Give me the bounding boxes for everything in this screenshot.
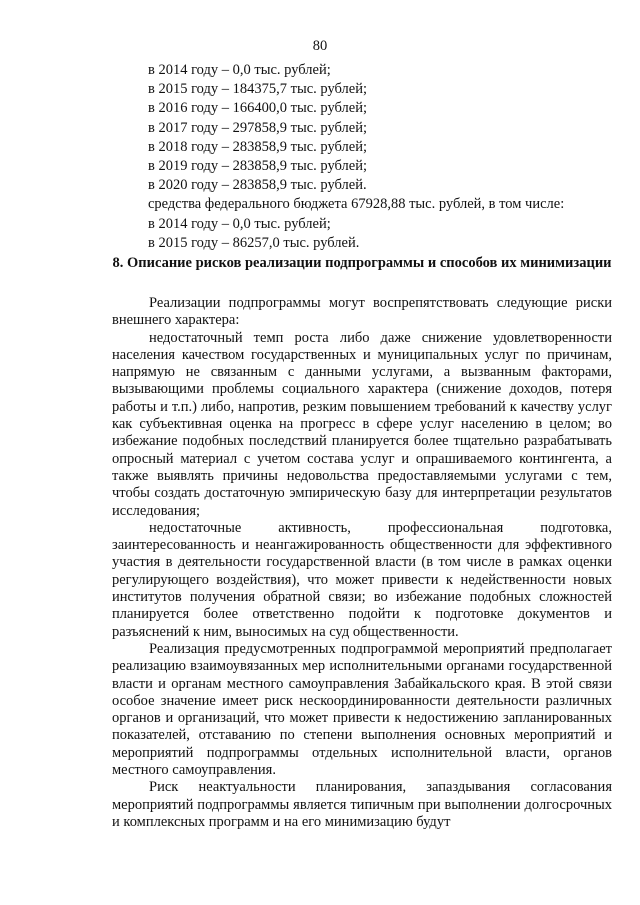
budget-line: в 2015 году – 184375,7 тыс. рублей; (148, 81, 368, 98)
budget-line: в 2020 году – 283858,9 тыс. рублей. (148, 177, 367, 194)
budget-line: в 2018 году – 283858,9 тыс. рублей; (148, 138, 368, 155)
budget-line: в 2015 году – 86257,0 тыс. рублей. (148, 234, 360, 251)
budget-line: средства федерального бюджета 67928,88 тыс. рублей, в том числе: (148, 196, 565, 213)
budget-line: в 2017 году – 297858,9 тыс. рублей; (148, 119, 368, 136)
budget-line: в 2014 году – 0,0 тыс. рублей; (148, 62, 331, 78)
paragraph: Реализации подпрограммы могут воспрепятствовать следующие риски внешнего характера: (112, 295, 612, 329)
budget-list (148, 61, 618, 253)
paragraph: Реализация предусмотренных подпрограммой мероприятий предполагает реализацию взаимоувязанных мер исполнительными органами государственной власти и органам местного самоуправления Забайкальского края. В этой связи особое значение имеет риск нескоординированности деятельности различных органов и организаций, что может привести к недостижению запланированных показателей, отставанию по степени выполнения основных мероприятий и мероприятий подпрограммы отдельных исполнительной власти, органов местного самоуправления. (112, 640, 612, 779)
budget-line: в 2016 году – 166400,0 тыс. рублей; (148, 100, 368, 117)
section-body (112, 295, 612, 831)
page-number: 80 (312, 38, 328, 54)
paragraph: недостаточный темп роста либо даже снижение удовлетворенности населения качеством государственных и муниципальных услуг по причинам, напрямую не связанным с данными услугами, а вызванным факторами, вызывающими проблемы социального характера (снижение доходов, потеря работы и т.п.) либо, напротив, резким повышением требований к качеству услуг как субъективная оценка на прогресс в сфере услуг населению в целом; во избежание подобных последствий планируется более тщательно разрабатывать опросный материал с учетом состава услуг и опрашиваемого контингента, а также выявлять причины недовольства предоставляемыми услугами с тем, чтобы создать достаточную эмпирическую базу для интерпретации результатов исследования; (112, 329, 612, 519)
paragraph: Риск неактуальности планирования, запаздывания согласования мероприятий подпрограммы является типичным при выполнении долгосрочных и комплексных программ и на его минимизацию будут (112, 779, 612, 830)
paragraph: недостаточные активность, профессиональная подготовка, заинтересованность и неангажированность общественности для эффективного участия в деятельности государственной власти (в том числе в рамках оценки регулирующего воздействия), что может привести к недейственности новых институтов получения обратной связи; во избежание подобных сложностей планируется более ответственно подойти к подготовке документов и разъяснений к ним, выносимых на суд общественности. (112, 519, 612, 640)
budget-line: в 2014 году – 0,0 тыс. рублей; (148, 215, 331, 232)
budget-line: в 2019 году – 283858,9 тыс. рублей; (148, 157, 368, 174)
section-heading: 8. Описание рисков реализации подпрограммы и способов их минимизации (112, 255, 612, 271)
